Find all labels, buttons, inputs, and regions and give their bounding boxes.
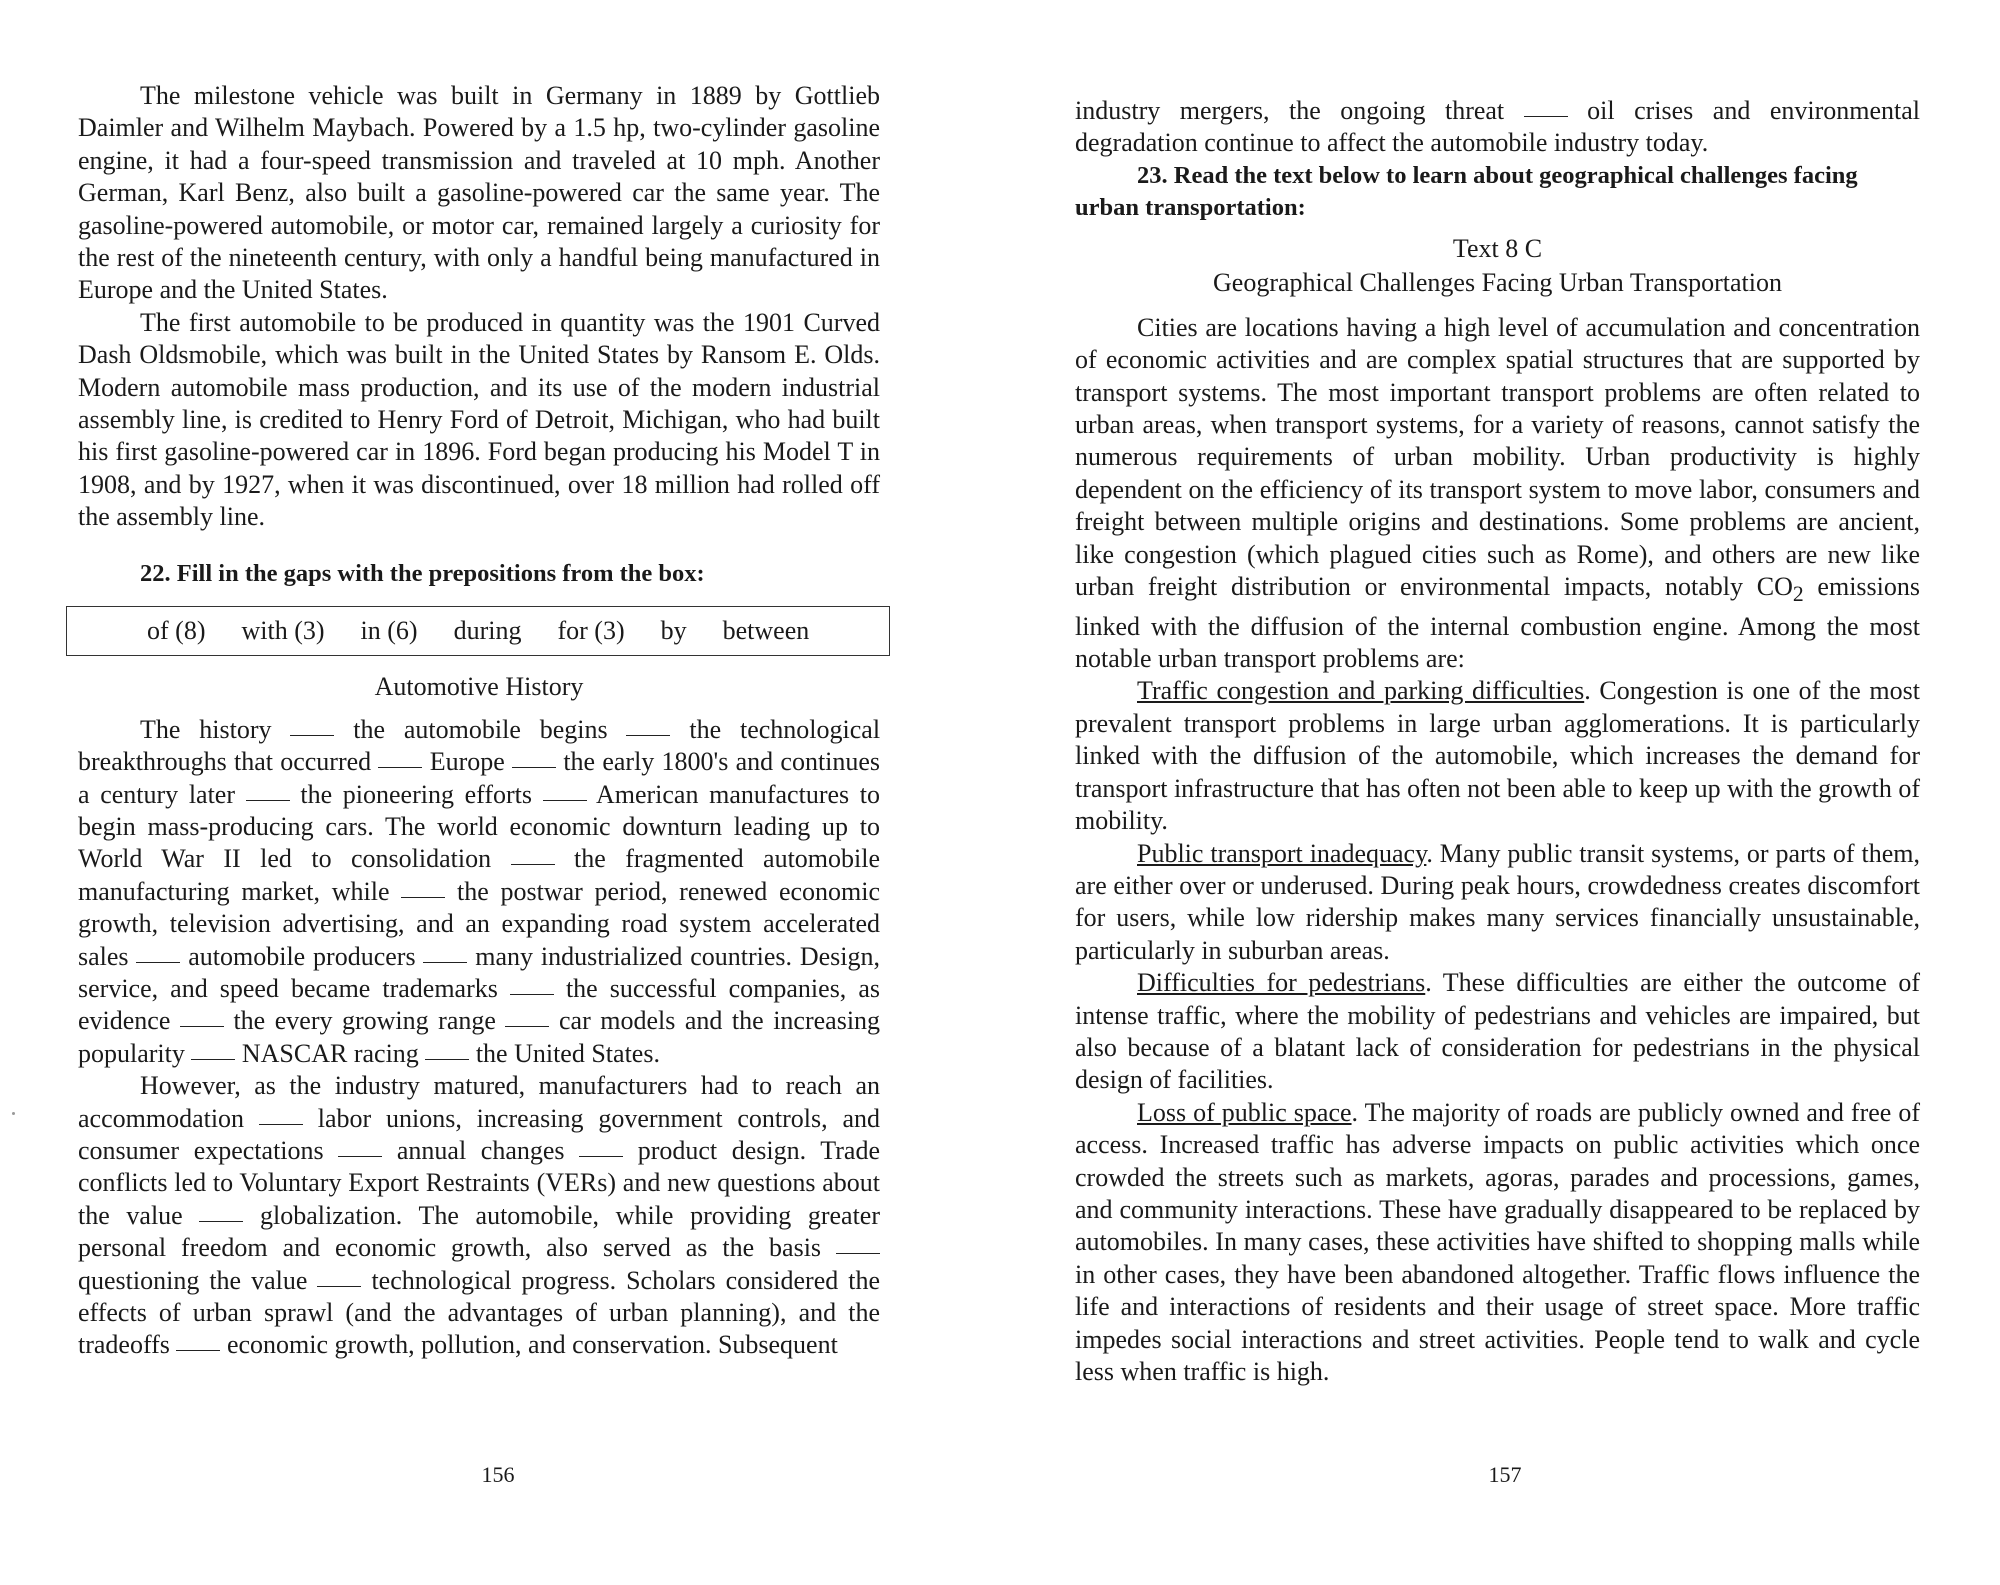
blank-gap (259, 1123, 303, 1125)
blank-gap (505, 1025, 549, 1027)
problem-public-transport (1075, 838, 1920, 968)
text-segment: the pioneering efforts (300, 779, 533, 809)
problem-title: Difficulties for pedestrians (1137, 968, 1426, 998)
problem-pedestrians (1075, 967, 1920, 1097)
text-segment: The history (140, 714, 272, 744)
text-segment: NASCAR racing (241, 1038, 419, 1068)
blank-gap (378, 766, 422, 768)
box-item: of (8) (147, 615, 206, 645)
blank-gap (317, 1285, 361, 1287)
blank-gap (401, 896, 445, 898)
blank-gap (512, 766, 556, 768)
text-segment: oil crises and environmental degradation continue to affect the automobile industry today. (1075, 96, 1921, 158)
page-number-left: 156 (481, 1462, 515, 1487)
text-segment: the United States. (475, 1038, 660, 1068)
problem-body: . Congestion is one of the most prevalent transport problems in large urban agglomerations. It is particularly linked with the diffusion of the automobile, which increases the demand for transport infrastructure that has often not been able to keep up with the growth of mobility. (1075, 676, 1920, 836)
blank-gap (176, 1349, 220, 1351)
blank-gap (511, 863, 555, 865)
paragraph-first-automobile: The first automobile to be produced in quantity was the 1901 Curved Dash Oldsmobile, which was built in the United States by Ransom E. Olds. Modern automobile mass production, and its use of the modern industrial assembly line, is credited to Henry Ford of Detroit, Michigan, who had built his first gasoline-powered car in 1896. Ford began producing his Model T in 1908, and by 1927, when it was discontinued, over 18 million had rolled off the assembly line. (78, 307, 880, 532)
blank-gap (290, 734, 334, 736)
text-segment: product design. Trade conflicts led to Voluntary Export Restraints (VERs) and new questions about the value (78, 1135, 880, 1230)
problem-body: . The majority of roads are publicly owned and free of access. Increased traffic has adverse impacts on public activities which once crowded the streets such as markets, agoras, parades and processions, games, and community interactions. These have gradually disappeared to be replaced by automobiles. In many cases, these activities have shifted to shopping malls while in other cases, they have been abandoned altogether. Traffic flows influence the life and interactions of residents and their usage of street space. More traffic impedes social interactions and street activities. People tend to walk and cycle less when traffic is high. (1075, 1097, 1920, 1386)
blank-gap (510, 993, 554, 995)
text-segment: globalization. The automobile, while providing greater personal freedom and economic growth, also served as the basis (78, 1200, 881, 1263)
blank-gap (246, 799, 290, 801)
blank-gap (1524, 115, 1568, 117)
exercise-22-instruction: 22. Fill in the gaps with the prepositions from the box: (140, 559, 705, 587)
text-segment: car models and the increasing popularity (78, 1006, 881, 1068)
automotive-history-paragraph-2 (78, 1070, 880, 1362)
text-subtitle: Geographical Challenges Facing Urban Transportation (1213, 267, 1782, 297)
text-segment: many industrialized countries. Design, service, and speed became trademarks (78, 941, 881, 1003)
problem-title: Public transport inadequacy (1137, 838, 1427, 868)
co2-subscript: 2 (1792, 582, 1804, 607)
page-number-right: 157 (1488, 1462, 1522, 1487)
blank-gap (338, 1155, 382, 1157)
blank-gap (423, 961, 467, 963)
exercise-23-instruction: 23. Read the text below to learn about geographical challenges facing urban transportation: (1075, 161, 1858, 221)
blank-gap (579, 1155, 623, 1157)
blank-gap (543, 799, 587, 801)
text-segment: Cities are locations having a high level of accumulation and concentration of economic activities and are complex spatial structures that are supported by transport systems. The most important transport problems are often related to urban areas, when transport systems, for a variety of reasons, cannot satisfy the numerous requirements of urban mobility. Urban productivity is highly dependent on the efficiency of its transport system to move labor, consumers and freight between multiple origins and destinations. Some problems are ancient, like congestion (which plagued cities such as Rome), and others are new like urban freight distribution or environmental impacts, notably CO (1075, 312, 1920, 602)
text-segment: technological progress. Scholars considered the effects of urban sprawl (and the advantages of urban planning), and the tradeoffs (78, 1265, 881, 1360)
box-item: between (722, 615, 810, 645)
paragraph-milestone-vehicle: The milestone vehicle was built in Germany in 1889 by Gottlieb Daimler and Wilhelm Maybach. Powered by a 1.5 hp, two-cylinder gasoline engine, it had a four-speed transmission and traveled at 10 mph. Another German, Karl Benz, also built a gasoline-powered car the same year. The gasoline-powered automobile, or motor car, remained largely a curiosity for the rest of the nineteenth century, with only a handful being manufactured in Europe and the United States. (78, 81, 880, 305)
text-segment: the successful companies, as evidence (78, 973, 880, 1036)
text-segment: questioning the value (78, 1265, 308, 1295)
scan-speck (12, 1112, 15, 1115)
text-segment: labor unions, increasing government controls, and consumer expectations (78, 1103, 881, 1165)
text-title: Text 8 C (1452, 233, 1543, 263)
automotive-history-heading: Automotive History (374, 671, 584, 701)
text-segment: the technological breakthroughs that occurred (78, 714, 881, 777)
text-segment: annual changes (396, 1135, 565, 1165)
text-segment: economic growth, pollution, and conservation. Subsequent (226, 1330, 838, 1360)
problem-body: . Many public transit systems, or parts of them, are either over or underused. During peak hours, crowdedness creates discomfort for users, while low ridership makes many services financially unsustainable, particularly in suburban areas. (1075, 838, 1920, 965)
right-page (1030, 0, 2000, 1585)
problem-public-space (1075, 1097, 1920, 1389)
text-segment: the early 1800's and continues a century later (78, 747, 881, 809)
text-segment: However, as the industry matured, manufacturers had to reach an accommodation (78, 1071, 880, 1133)
text-segment: American manufactures to begin mass-producing cars. The world economic downturn leading up to World War II led to consolidation (78, 779, 881, 874)
blank-gap (425, 1058, 469, 1060)
box-item: in (6) (360, 615, 418, 645)
text-segment: the every growing range (233, 1006, 496, 1036)
box-item: for (3) (557, 615, 625, 645)
continuation-paragraph (1075, 95, 1920, 160)
text-segment: emissions linked with the diffusion of the internal combustion engine. Among the most notable urban transport problems are: (1075, 572, 1920, 674)
blank-gap (836, 1252, 880, 1254)
text-segment: the automobile begins (353, 714, 608, 744)
intro-paragraph (1075, 312, 1920, 676)
text-segment: the postwar period, renewed economic growth, television advertising, and an expanding road system accelerated sales (78, 876, 881, 971)
blank-gap (199, 1220, 243, 1222)
problem-title: Traffic congestion and parking difficulties (1137, 676, 1585, 706)
blank-gap (180, 1025, 224, 1027)
text-segment: automobile producers (188, 941, 416, 971)
problem-traffic-congestion (1075, 675, 1920, 837)
text-segment: the fragmented automobile manufacturing market, while (78, 844, 880, 906)
text-segment: Europe (429, 747, 505, 777)
problem-title: Loss of public space (1137, 1097, 1352, 1127)
blank-gap (191, 1058, 235, 1060)
text-segment: industry mergers, the ongoing threat (1075, 96, 1505, 125)
box-item: with (3) (241, 615, 325, 645)
prepositions-box (66, 606, 890, 656)
problem-body: . These difficulties are either the outcome of intense traffic, where the mobility of pedestrians and vehicles are impaired, but also because of a blatant lack of consideration for pedestrians in the physical design of facilities. (1075, 968, 1920, 1095)
automotive-history-paragraph-1 (78, 714, 880, 1070)
box-item: during (453, 615, 522, 645)
blank-gap (136, 961, 180, 963)
blank-gap (626, 734, 670, 736)
left-page (0, 0, 960, 1585)
box-item: by (660, 615, 687, 645)
